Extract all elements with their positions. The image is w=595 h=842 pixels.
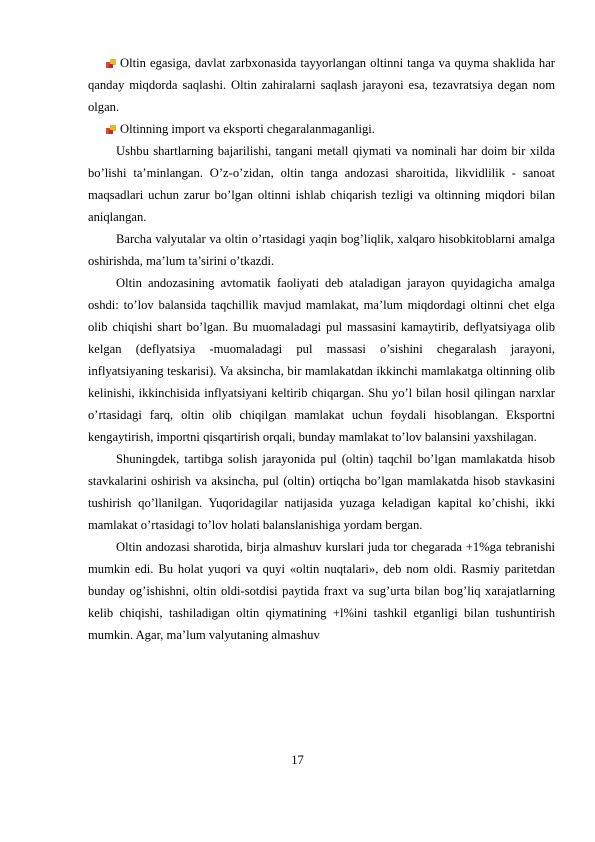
body-paragraph-4: Shuningdek, tartibga solish jarayonida pul (oltin) taqchil bo’lgan mamlakatda hisob stavkalarini oshirish va aksincha, pul (oltin) ortiqcha bo’lgan mamlakatda hisob stavkasini tushirish qo’llanilgan. Yuqoridagilar natijasida yuzaga keladigan kapital ko’chishi, ikki mamlakat o’rtasidagi to’lov holati balanslanishiga yordam bergan.	[88, 452, 555, 532]
bullet-paragraph-1	[88, 52, 555, 118]
body-paragraph-5: Oltin andozasi sharotida, birja almashuv kurslari juda tor chegarada +1%ga tebranishi mumkin edi. Bu holat yuqori va quyi «oltin nuqtalari», deb nom oldi. Rasmiy paritetdan bunday og’ishishni, oltin oldi-sotdisi paytida fraxt va sug’urta bilan bog’liq xarajatlarning kelib chiqishi, tashiladigan oltin qiymatining +l%ini tashkil etganligi bilan tushuntirish mumkin. Agar, ma’lum valyutaning almashuv	[88, 540, 555, 642]
body-paragraph-1: Ushbu shartlarning bajarilishi, tangani metall qiymati va nominali har doim bir xilda bo’lishi ta’minlangan. O’z-o’zidan, oltin tanga andozasi sharoitida, likvidlilik - sanoat maqsadlari uchun zarur bo’lgan oltinni ishlab chiqarish tezligi va oltinning miqdori bilan aniqlangan.	[88, 144, 555, 224]
body-paragraph-3: Oltin andozasining avtomatik faoliyati deb ataladigan jarayon quyidagicha amalga oshdi: to’lov balansida taqchillik mavjud mamlakat, ma’lum miqdordagi oltinni chet elga olib chiqishi shart bo’lgan. Bu muomaladagi pul massasini kamaytirib, deflyatsiyaga olib kelgan (deflyatsiya -muomaladagi pul massasi o’sishini chegaralash jarayoni, inflyatsiyaning teskarisi). Va aksincha, bir mamlakatdan ikkinchi mamlakatga oltinning olib kelinishi, ikkinchisida inflyatsiyani keltirib chiqargan. Shu yo’l bilan hosil qilingan narxlar o’rtasidagi farq, oltin olib chiqilgan mamlakat uchun foydali hisoblangan. Eksportni kengaytirish, importni qisqartirish orqali, bunday mamlakat to’lov balansini yaxshilagan.	[88, 276, 555, 444]
bullet-icon	[106, 125, 116, 134]
bullet-paragraph-2	[88, 118, 555, 140]
document-page	[88, 52, 555, 646]
body-paragraph-2: Barcha valyutalar va oltin o’rtasidagi yaqin bog’liqlik, xalqaro hisobkitoblarni amalga oshirishda, ma’lum ta’sirini o’tkazdi.	[88, 232, 555, 268]
paragraph-text: Oltin egasiga, davlat zarbxonasida tayyorlangan oltinni tanga va quyma shaklida har qanday miqdorda saqlashi. Oltin zahiralarni saqlash jarayoni esa, tezavratsiya degan nom olgan.	[88, 56, 555, 114]
paragraph-text: Oltinning import va eksporti chegaralanmaganligi.	[120, 122, 375, 136]
bullet-icon	[106, 59, 116, 68]
page-number: 17	[291, 753, 304, 767]
